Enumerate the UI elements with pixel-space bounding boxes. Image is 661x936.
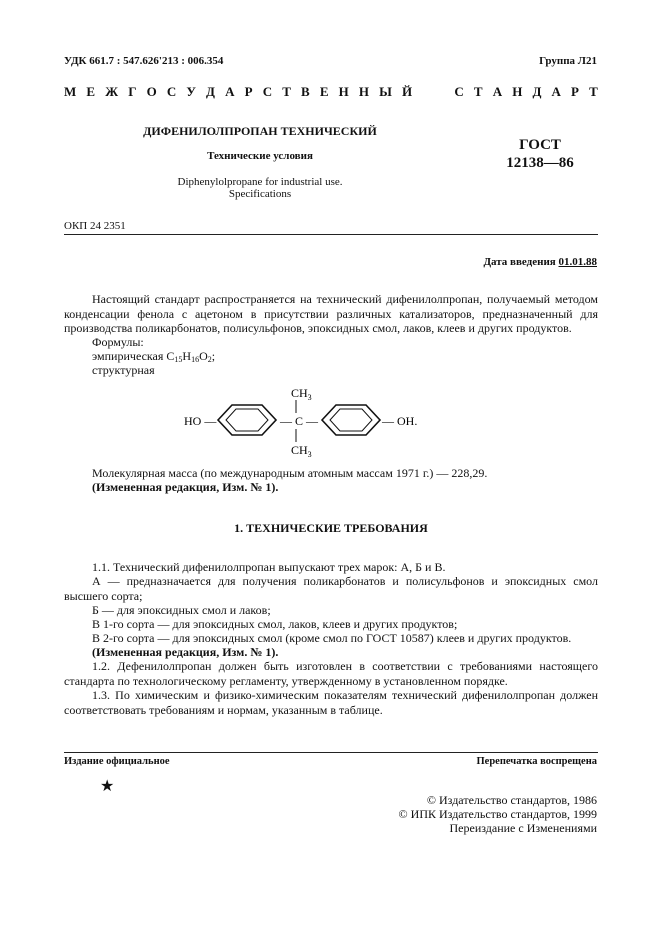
heading-letter: Н	[338, 84, 349, 99]
heading-letter: Д	[532, 84, 542, 99]
document-title: ДИФЕНИЛОЛПРОПАН ТЕХНИЧЕСКИЙ	[143, 124, 377, 138]
gost-label: ГОСТ	[519, 137, 561, 153]
intro-date-value: 01.01.88	[558, 256, 597, 268]
formula-end: ;	[211, 349, 216, 363]
formula-o-count: 2	[207, 355, 212, 364]
copyright-1986: © Издательство стандартов, 1986	[426, 793, 597, 807]
star-icon: ★	[100, 778, 115, 795]
clause-1-2: 1.2. Дефенилолпропан должен быть изготовлен в соответствии с требованиями настоящего стандарта по технологическому регламенту, утвержденному в установленном порядке.	[64, 659, 598, 688]
formula-c-count: 15	[174, 355, 183, 364]
heading-letter: Н	[512, 84, 523, 99]
intro-date	[483, 256, 597, 268]
structure-center: — C —	[280, 414, 319, 428]
clause-1-1: 1.1. Технический дифенилолпропан выпускают трех марок: А, Б и В.	[92, 560, 446, 574]
heading-letter: Г	[128, 84, 137, 99]
heading-letter: Д	[206, 84, 215, 99]
heading-letter: Р	[244, 84, 253, 99]
right-benzene-inner	[330, 409, 372, 431]
section-title: 1. ТЕХНИЧЕСКИЕ ТРЕБОВАНИЯ	[234, 521, 428, 535]
intro-paragraph: Настоящий стандарт распространяется на технический дифенилолпропан, получаемый методом конденсации фенола с ацетоном в присутствии различных катализаторов, предназначенный для производства поликарбонатов, полисульфонов, эпоксидных смол, лаков, клеев и других продуктов.	[64, 292, 598, 335]
heading-letter: В	[301, 84, 310, 99]
heading-letter: Р	[571, 84, 579, 99]
structure-bottom: $CH_3$	[291, 443, 312, 459]
document-subtitle: Технические условия	[207, 150, 313, 162]
formula-o: O	[199, 349, 208, 363]
heading-letter: О	[146, 84, 157, 99]
empirical-label: эмпирическая	[92, 349, 164, 363]
gost-number: 12138—86	[506, 155, 574, 171]
heading-letter: Н	[358, 84, 369, 99]
structural-formula	[170, 380, 430, 460]
amended-note-1: (Измененная редакция, Изм. № 1).	[92, 480, 279, 494]
header-divider	[64, 234, 598, 235]
heading-letter: Т	[282, 84, 291, 99]
heading-letter: Е	[86, 84, 96, 99]
copyright-1999: © ИПК Издательство стандартов, 1999	[398, 807, 597, 821]
reissue-note: Переиздание с Изменениями	[449, 821, 597, 835]
formula-h: H	[182, 349, 192, 363]
heading-letter: Ы	[379, 84, 392, 99]
heading-letter: А	[551, 84, 561, 99]
left-benzene-inner	[226, 409, 268, 431]
heading-letter: У	[186, 84, 196, 99]
grade-v2: В 2-го сорта — для эпоксидных смол (кроме смол по ГОСТ 10587) клеев и других продуктов.	[92, 631, 572, 645]
okp-code: ОКП 24 2351	[64, 220, 126, 232]
structure-right-group: — OH.	[382, 414, 418, 428]
heading-letter: Й	[402, 84, 413, 99]
heading-letter: М	[64, 84, 77, 99]
structural-label: структурная	[92, 363, 155, 377]
english-title: Diphenylolpropane for industrial use.	[177, 176, 343, 188]
structure-top: $CH_3$	[291, 386, 312, 402]
reprint-prohibited: Перепечатка воспрещена	[476, 756, 597, 767]
heading-letter: Т	[473, 84, 483, 99]
word-gap	[422, 84, 444, 100]
molecular-mass: Молекулярная масса (по международным атомным массам 1971 г.) — 228,29.	[92, 466, 488, 480]
intro-date-label: Дата введения	[483, 256, 559, 268]
formula-c: C	[166, 349, 175, 363]
heading-letter: С	[262, 84, 273, 99]
heading-letter: С	[454, 84, 464, 99]
clause-1-3: 1.3. По химическим и физико-химическим показателям технический дифенилолпропан должен соответствовать требованиям и нормам, указанным в таблице.	[64, 688, 598, 717]
formulas-label: Формулы:	[92, 335, 144, 349]
formula-h-count: 16	[191, 355, 200, 364]
group-code: Группа Л21	[539, 55, 597, 67]
english-subtitle: Specifications	[228, 188, 292, 200]
heading-letter: С	[166, 84, 177, 99]
interstate-standard-heading	[64, 84, 598, 100]
heading-letter: А	[492, 84, 503, 99]
official-edition: Издание официальное	[64, 756, 170, 767]
grade-a: А — предназначается для получения поликарбонатов и полисульфонов и эпоксидных смол высшего сорта;	[64, 574, 598, 603]
heading-letter: А	[225, 84, 235, 99]
udk-code: УДК 661.7 : 547.626'213 : 006.354	[64, 55, 224, 67]
heading-letter: Т	[589, 84, 598, 99]
heading-letter: Е	[319, 84, 329, 99]
footer-divider	[64, 752, 598, 753]
grade-v1: В 1-го сорта — для эпоксидных смол, лаков, клеев и других продуктов;	[92, 617, 458, 631]
amended-note-2: (Измененная редакция, Изм. № 1).	[92, 645, 279, 659]
structure-left-group: HO —	[184, 414, 217, 428]
grade-b: Б — для эпоксидных смол и лаков;	[92, 603, 271, 617]
heading-letter: Ж	[105, 84, 119, 99]
